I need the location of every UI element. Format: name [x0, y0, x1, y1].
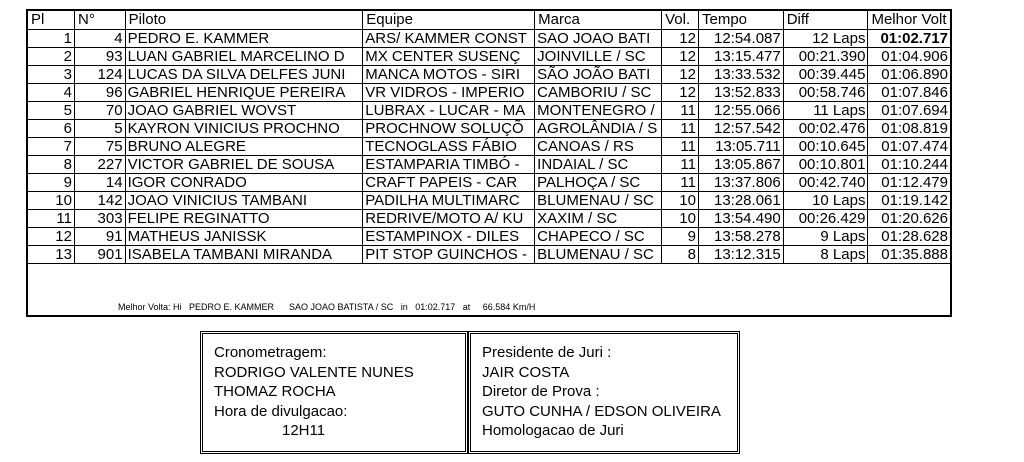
- cell-piloto: GABRIEL HENRIQUE PEREIRA: [125, 83, 363, 101]
- cell-voltas: 11: [662, 173, 699, 191]
- cell-marca: BLUMENAU / SC: [535, 191, 662, 209]
- cell-marca: INDAIAL / SC: [535, 155, 662, 173]
- cell-equipe: REDRIVE/MOTO A/ KU: [363, 209, 535, 227]
- jury-approval-label: Homologacao de Juri: [482, 422, 624, 439]
- release-time-value: 12H11: [282, 422, 326, 439]
- cell-diff: 00:10.645: [783, 137, 868, 155]
- cell-tempo: 13:28.061: [698, 191, 783, 209]
- cell-equipe: VR VIDROS - IMPERIO: [363, 83, 535, 101]
- cell-position: 1: [28, 29, 74, 47]
- cell-voltas: 11: [662, 137, 699, 155]
- jury-president-label: Presidente de Juri :: [482, 344, 612, 361]
- col-header-number: N°: [74, 11, 125, 29]
- cell-position: 10: [28, 191, 74, 209]
- table-row: [28, 101, 950, 119]
- cell-equipe: ARS/ KAMMER CONST: [363, 29, 535, 47]
- cell-number: 14: [74, 173, 125, 191]
- table-row: [28, 173, 950, 191]
- cell-diff: 00:10.801: [783, 155, 868, 173]
- cell-tempo: 12:54.087: [698, 29, 783, 47]
- cell-tempo: 13:37.806: [698, 173, 783, 191]
- cell-number: 124: [74, 65, 125, 83]
- cell-position: 4: [28, 83, 74, 101]
- timekeeper-name-1: RODRIGO VALENTE NUNES: [214, 363, 414, 381]
- race-officials-box: [468, 331, 740, 454]
- cell-tempo: 13:54.490: [698, 209, 783, 227]
- cell-tempo: 12:57.542: [698, 119, 783, 137]
- race-director-label: Diretor de Prova :: [482, 383, 600, 400]
- cell-diff: 00:26.429: [783, 209, 868, 227]
- cell-piloto: PEDRO E. KAMMER: [125, 29, 363, 47]
- cell-melhor-volta: 01:07.474: [868, 137, 950, 155]
- cell-number: 227: [74, 155, 125, 173]
- cell-voltas: 10: [662, 191, 699, 209]
- timekeeper-name-2: THOMAZ ROCHA: [214, 383, 336, 400]
- cell-position: 7: [28, 137, 74, 155]
- cell-marca: BLUMENAU / SC: [535, 245, 662, 263]
- cell-number: 303: [74, 209, 125, 227]
- col-header-tempo: Tempo: [698, 11, 783, 29]
- cell-piloto: LUAN GABRIEL MARCELINO D: [125, 47, 363, 65]
- cell-diff: 8 Laps: [783, 245, 868, 263]
- cell-voltas: 12: [662, 47, 699, 65]
- cell-tempo: 13:58.278: [698, 227, 783, 245]
- cell-voltas: 11: [662, 101, 699, 119]
- cell-marca: SAO JOAO BATI: [535, 29, 662, 47]
- cell-number: 93: [74, 47, 125, 65]
- cell-piloto: JOAO GABRIEL WOVST: [125, 101, 363, 119]
- cell-marca: JOINVILLE / SC: [535, 47, 662, 65]
- cell-tempo: 12:55.066: [698, 101, 783, 119]
- cell-equipe: ESTAMPARIA TIMBÓ -: [363, 155, 535, 173]
- cell-piloto: MATHEUS JANISSK: [125, 227, 363, 245]
- cell-marca: PALHOÇA / SC: [535, 173, 662, 191]
- cell-equipe: LUBRAX - LUCAR - MA: [363, 101, 535, 119]
- release-time-label: Hora de divulgacao:: [214, 402, 348, 420]
- cell-equipe: PADILHA MULTIMARC: [363, 191, 535, 209]
- cell-marca: CANOAS / RS: [535, 137, 662, 155]
- cell-voltas: 10: [662, 209, 699, 227]
- cell-voltas: 11: [662, 119, 699, 137]
- cell-marca: CHAPECO / SC: [535, 227, 662, 245]
- table-row: [28, 209, 950, 227]
- cell-position: 5: [28, 101, 74, 119]
- cell-number: 901: [74, 245, 125, 263]
- cell-piloto: ISABELA TAMBANI MIRANDA: [125, 245, 363, 263]
- cell-position: 3: [28, 65, 74, 83]
- cell-tempo: 13:52.833: [698, 83, 783, 101]
- table-row: [28, 227, 950, 245]
- cell-marca: AGROLÂNDIA / S: [535, 119, 662, 137]
- cell-tempo: 13:15.477: [698, 47, 783, 65]
- cell-diff: 9 Laps: [783, 227, 868, 245]
- col-header-marca: Marca: [535, 11, 662, 29]
- cell-equipe: CRAFT PAPEIS - CAR: [363, 173, 535, 191]
- cell-number: 142: [74, 191, 125, 209]
- cell-melhor-volta: 01:02.717: [868, 29, 950, 47]
- cell-number: 91: [74, 227, 125, 245]
- cell-voltas: 11: [662, 155, 699, 173]
- cell-tempo: 13:05.867: [698, 155, 783, 173]
- cell-piloto: LUCAS DA SILVA DELFES JUNI: [125, 65, 363, 83]
- cell-number: 70: [74, 101, 125, 119]
- cell-tempo: 13:05.711: [698, 137, 783, 155]
- cell-marca: SÃO JOÃO BATI: [535, 65, 662, 83]
- cell-melhor-volta: 01:04.906: [868, 47, 950, 65]
- cell-diff: 00:02.476: [783, 119, 868, 137]
- table-row: [28, 155, 950, 173]
- cell-voltas: 9: [662, 227, 699, 245]
- cell-diff: 11 Laps: [783, 101, 868, 119]
- table-row: [28, 137, 950, 155]
- best-lap-line: Melhor Volta: Hi PEDRO E. KAMMER SAO JOAO BATISTA / SC in 01:02.717 at 66.584 Km/H: [118, 302, 536, 312]
- cell-piloto: KAYRON VINICIUS PROCHNO: [125, 119, 363, 137]
- cell-diff: 00:21.390: [783, 47, 868, 65]
- cell-piloto: FELIPE REGINATTO: [125, 209, 363, 227]
- col-header-piloto: Piloto: [125, 11, 363, 29]
- cell-voltas: 8: [662, 245, 699, 263]
- cell-number: 5: [74, 119, 125, 137]
- table-row: [28, 29, 950, 47]
- table-header: [28, 11, 950, 29]
- cell-equipe: PROCHNOW SOLUÇÕ: [363, 119, 535, 137]
- race-director-names: GUTO CUNHA / EDSON OLIVEIRA: [482, 402, 721, 420]
- cell-marca: XAXIM / SC: [535, 209, 662, 227]
- table-row: [28, 83, 950, 101]
- table-row: [28, 47, 950, 65]
- cell-equipe: TECNOGLASS FÁBIO: [363, 137, 535, 155]
- cell-melhor-volta: 01:28.628: [868, 227, 950, 245]
- cell-piloto: JOAO VINICIUS TAMBANI: [125, 191, 363, 209]
- results-panel: [26, 9, 952, 317]
- timing-officials-box: [200, 331, 468, 454]
- col-header-melhor-volta: Melhor Volt: [868, 11, 950, 29]
- cell-position: 11: [28, 209, 74, 227]
- cell-equipe: MANCA MOTOS - SIRI: [363, 65, 535, 83]
- table-row: [28, 65, 950, 83]
- cell-position: 9: [28, 173, 74, 191]
- cell-piloto: IGOR CONRADO: [125, 173, 363, 191]
- results-body: [28, 29, 950, 263]
- cell-equipe: ESTAMPINOX - DILES: [363, 227, 535, 245]
- cell-tempo: 13:12.315: [698, 245, 783, 263]
- cell-voltas: 12: [662, 65, 699, 83]
- table-row: [28, 119, 950, 137]
- results-table: [28, 11, 950, 264]
- table-row: [28, 191, 950, 209]
- cell-position: 8: [28, 155, 74, 173]
- cell-melhor-volta: 01:19.142: [868, 191, 950, 209]
- cell-melhor-volta: 01:06.890: [868, 65, 950, 83]
- cell-diff: 12 Laps: [783, 29, 868, 47]
- cell-position: 6: [28, 119, 74, 137]
- cell-marca: MONTENEGRO /: [535, 101, 662, 119]
- cell-melhor-volta: 01:10.244: [868, 155, 950, 173]
- cell-equipe: MX CENTER SUSENÇ: [363, 47, 535, 65]
- cell-melhor-volta: 01:07.846: [868, 83, 950, 101]
- col-header-voltas: Vol.: [662, 11, 699, 29]
- cell-melhor-volta: 01:07.694: [868, 101, 950, 119]
- cell-voltas: 12: [662, 29, 699, 47]
- cell-piloto: VICTOR GABRIEL DE SOUSA: [125, 155, 363, 173]
- timing-label: Cronometragem:: [214, 344, 327, 361]
- cell-melhor-volta: 01:20.626: [868, 209, 950, 227]
- cell-diff: 00:58.746: [783, 83, 868, 101]
- cell-number: 4: [74, 29, 125, 47]
- col-header-pl: Pl: [28, 11, 74, 29]
- cell-position: 12: [28, 227, 74, 245]
- cell-melhor-volta: 01:35.888: [868, 245, 950, 263]
- cell-tempo: 13:33.532: [698, 65, 783, 83]
- cell-number: 75: [74, 137, 125, 155]
- cell-melhor-volta: 01:08.819: [868, 119, 950, 137]
- cell-marca: CAMBORIU / SC: [535, 83, 662, 101]
- cell-number: 96: [74, 83, 125, 101]
- table-row: [28, 245, 950, 263]
- cell-equipe: PIT STOP GUINCHOS -: [363, 245, 535, 263]
- col-header-equipe: Equipe: [363, 11, 535, 29]
- col-header-diff: Diff: [783, 11, 868, 29]
- cell-position: 13: [28, 245, 74, 263]
- cell-diff: 00:39.445: [783, 65, 868, 83]
- cell-voltas: 12: [662, 83, 699, 101]
- cell-diff: 10 Laps: [783, 191, 868, 209]
- cell-melhor-volta: 01:12.479: [868, 173, 950, 191]
- cell-position: 2: [28, 47, 74, 65]
- cell-piloto: BRUNO ALEGRE: [125, 137, 363, 155]
- jury-president-name: JAIR COSTA: [482, 363, 570, 381]
- cell-diff: 00:42.740: [783, 173, 868, 191]
